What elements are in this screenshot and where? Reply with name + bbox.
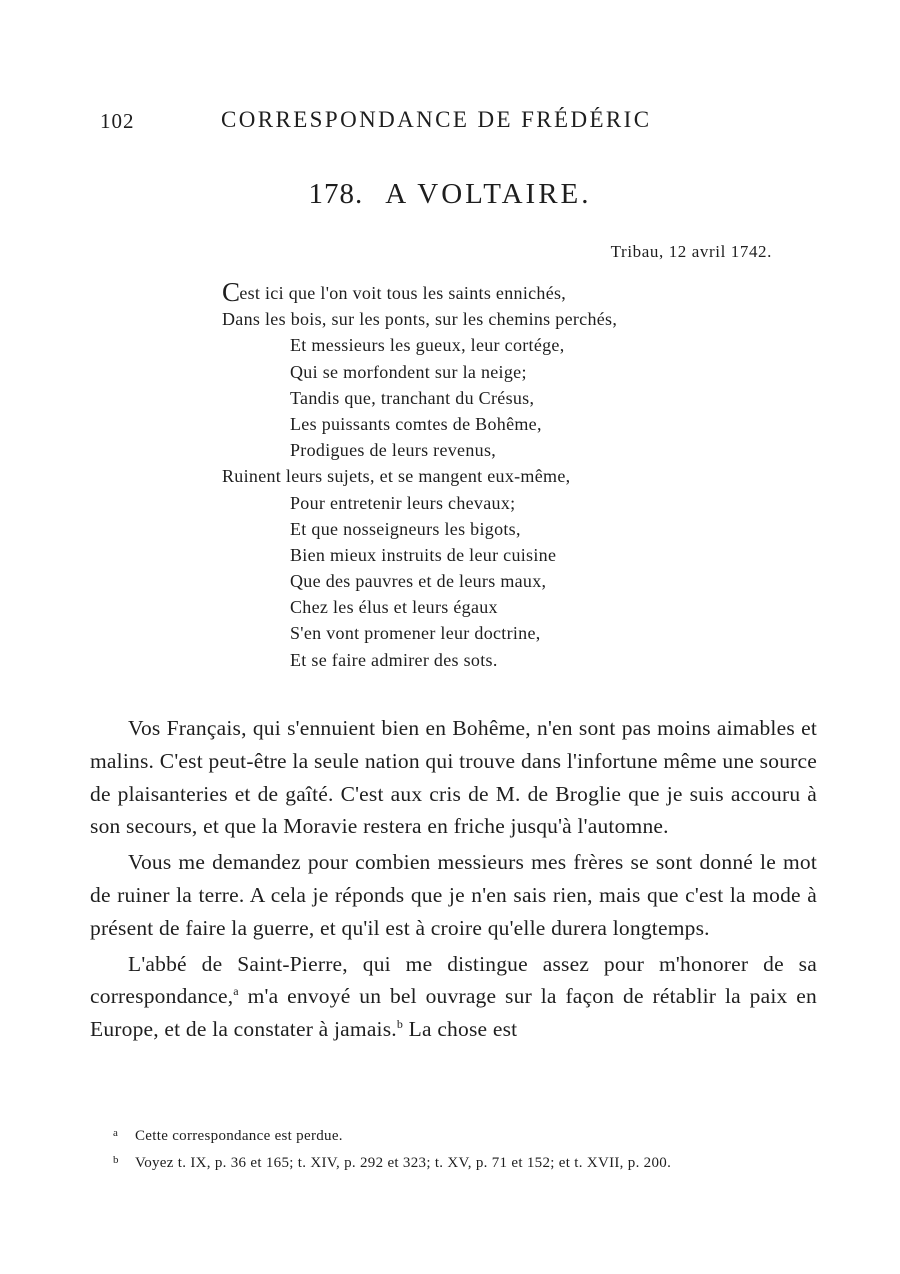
footnote-text: Cette correspondance est perdue. <box>135 1128 343 1144</box>
running-header <box>100 107 690 137</box>
verse-line: Bien mieux instruits de leur cuisine <box>290 544 557 565</box>
letter-body <box>90 712 817 1049</box>
verse-line: Les puissants comtes de Bohême, <box>290 413 542 434</box>
verse-line: Dans les bois, sur les ponts, sur les chemins perchés, <box>222 309 618 330</box>
running-title: CORRESPONDANCE DE FRÉDÉRIC <box>221 107 652 132</box>
letter-number: 178. <box>308 178 364 210</box>
footnote-mark: a <box>113 1127 119 1139</box>
footnote-ref[interactable]: b <box>396 1017 404 1032</box>
verse-line: Pour entretenir leurs chevaux; <box>290 492 516 513</box>
letter-title: A VOLTAIRE. <box>385 178 592 210</box>
footnote-ref[interactable]: a <box>233 984 239 999</box>
verse-line: Chez les élus et leurs égaux <box>290 597 498 618</box>
verse-line: Qui se morfondent sur la neige; <box>290 361 527 382</box>
verse-line: S'en vont promener leur doctrine, <box>290 623 541 644</box>
paragraph: L'abbé de Saint-Pierre, qui me distingue assez pour m'honorer de sa correspondance,$^a$ m'a envoyé un bel ouvrage sur la façon de rétablir la paix en Europe, et de la constater à jamais.$^b$ La chose est <box>90 951 817 1042</box>
paragraph: Vous me demandez pour combien messieurs mes frères se sont donné le mot de ruiner la terre. A cela je réponds que je n'en sais rien, mais que c'est la mode à présent de faire la guerre, et qu'il est à croire qu'elle durera longtemps. <box>90 850 817 940</box>
verse-line: Prodigues de leurs revenus, <box>290 440 497 461</box>
drop-cap: C <box>222 277 241 307</box>
footnote-text: Voyez t. IX, p. 36 et 165; t. XIV, p. 292 et 323; t. XV, p. 71 et 152; et t. XVII, p. 200. <box>135 1155 672 1171</box>
page-number: 102 <box>100 109 135 133</box>
verse-line: Et se faire admirer des sots. <box>290 649 498 670</box>
footnote-mark: b <box>113 1154 119 1166</box>
footnote <box>113 1148 823 1175</box>
verse-line: Que des pauvres et de leurs maux, <box>290 571 547 592</box>
poem <box>222 277 782 673</box>
paragraph: Vos Français, qui s'ennuient bien en Bohême, n'en sont pas moins aimables et malins. C'est peut-être la seule nation qui trouve dans l'infortune même une source de plaisanteries et de gaîté. C'est aux cris de M. de Broglie que je suis accouru à son secours, et que la Moravie restera en friche jusqu'à l'automne. <box>90 716 817 839</box>
verse-line: Ruinent leurs sujets, et se mangent eux-même, <box>222 466 571 487</box>
letter-heading <box>0 178 900 211</box>
footnote <box>113 1121 823 1148</box>
verse-line: Tandis que, tranchant du Crésus, <box>290 387 535 408</box>
footnotes <box>113 1121 823 1175</box>
verse-line: Et messieurs les gueux, leur cortége, <box>290 335 565 356</box>
verse-line: Cest ici que l'on voit tous les saints ennichés, <box>222 277 567 307</box>
verse-line: Et que nosseigneurs les bigots, <box>290 518 521 539</box>
dateline: Tribau, 12 avril 1742. <box>610 242 772 261</box>
